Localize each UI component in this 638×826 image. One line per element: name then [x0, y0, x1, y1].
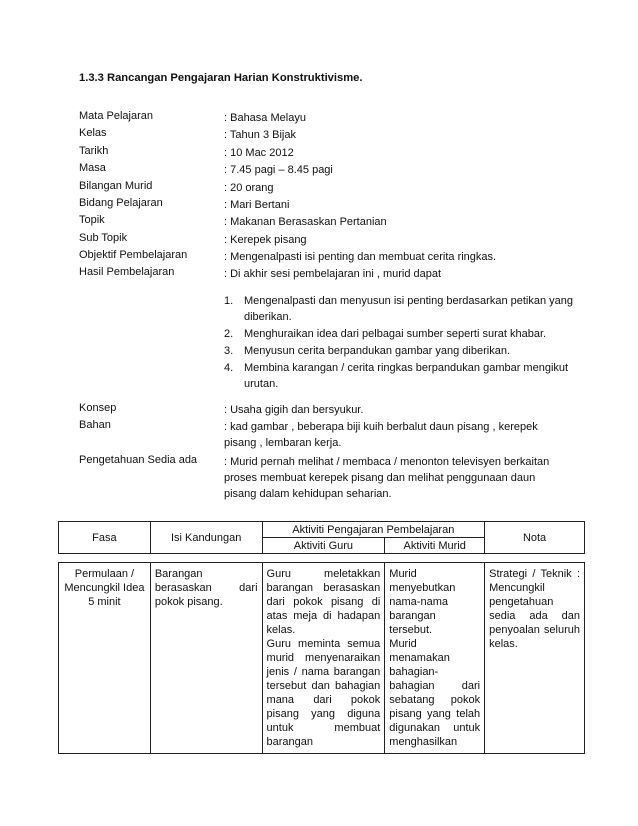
info-label: Masa	[79, 162, 106, 174]
list-item: 3. Menyusun cerita berpandukan gambar yang diberikan.	[224, 345, 510, 357]
info-label: Topik	[79, 214, 105, 226]
cell-aktiviti-guru: Guru meletakkan barangan berasaskan dari pokok pisang di atas meja di hadapan kelas. Guru meminta semua murid menyenaraikan jenis / nama barangan tersebut dan bahagian mana dari pokok pisang yang diguna untuk membuat barangan	[262, 563, 385, 754]
lesson-activity-table	[58, 521, 585, 754]
info-label: Bahan	[79, 419, 111, 431]
info-row-time	[79, 162, 579, 178]
info-row-materials	[79, 419, 579, 449]
info-value: : Bahasa Melayu	[224, 112, 306, 124]
info-value: : Di akhir sesi pembelajaran ini , murid dapat	[224, 268, 442, 280]
info-row-students	[79, 180, 579, 196]
info-row-subject	[79, 110, 579, 126]
info-label: Kelas	[79, 127, 107, 139]
info-row-class	[79, 127, 579, 143]
info-label: Hasil Pembelajaran	[79, 266, 175, 278]
info-label: Bidang Pelajaran	[79, 197, 163, 209]
info-row-outcome	[79, 266, 579, 282]
header-aktiviti-murid: Aktiviti Murid	[385, 538, 485, 554]
info-row-date	[79, 145, 579, 161]
header-aktiviti: Aktiviti Pengajaran Pembelajaran	[262, 522, 485, 538]
info-row-concept	[79, 402, 579, 418]
list-item: 2. Menghuraikan idea dari pelbagai sumber seperti surat khabar.	[224, 328, 547, 340]
list-item: 4. Membina karangan / cerita ringkas berpandukan gambar mengikut urutan.	[224, 362, 569, 390]
table-spacer	[59, 554, 585, 563]
info-row-topic	[79, 214, 579, 230]
header-isi-kandungan: Isi Kandungan	[150, 522, 262, 554]
info-value: : 10 Mac 2012	[224, 147, 294, 159]
section-title: 1.3.3 Rancangan Pengajaran Harian Konstruktivisme.	[79, 72, 363, 84]
cell-isi-kandungan: Barangan berasaskan dari pokok pisang.	[150, 563, 262, 754]
info-row-subtopic	[79, 232, 579, 248]
info-row-field	[79, 197, 579, 213]
info-label: Objektif Pembelajaran	[79, 249, 188, 261]
info-value: : Mengenalpasti isi penting dan membuat cerita ringkas.	[224, 251, 497, 263]
info-value: : 7.45 pagi – 8.45 pagi	[224, 164, 333, 176]
cell-fasa: Permulaan / Mencungkil Idea 5 minit	[59, 563, 151, 754]
info-value: : Murid pernah melihat / membaca / menonton televisyen berkaitan proses membuat kerepek pisang dan melihat penggunaan daun pisang dalam kehidupan seharian.	[224, 456, 550, 500]
info-value: : Makanan Berasaskan Pertanian	[224, 216, 387, 228]
cell-nota: Strategi / Teknik : Mencungkil pengetahuan sedia ada dan penyoalan seluruh kelas.	[485, 563, 585, 754]
header-fasa: Fasa	[59, 522, 151, 554]
info-row-prior-knowledge	[79, 454, 579, 500]
info-value: : Usaha gigih dan bersyukur.	[224, 404, 364, 416]
info-label: Konsep	[79, 402, 117, 414]
learning-outcomes-list	[224, 293, 574, 393]
info-value: : kad gambar , beberapa biji kuih berbalut daun pisang , kerepek pisang , lembaran kerja.	[224, 421, 538, 449]
info-label: Pengetahuan Sedia ada	[79, 454, 198, 466]
info-value: : Kerepek pisang	[224, 234, 307, 246]
header-nota: Nota	[485, 522, 585, 554]
info-value: : Mari Bertani	[224, 199, 290, 211]
info-label: Sub Topik	[79, 232, 128, 244]
info-row-objective	[79, 249, 579, 265]
header-aktiviti-guru: Aktiviti Guru	[262, 538, 385, 554]
info-label: Bilangan Murid	[79, 180, 153, 192]
table-row	[59, 563, 585, 754]
info-label: Mata Pelajaran	[79, 110, 153, 122]
info-label: Tarikh	[79, 145, 109, 157]
list-item: 1. Mengenalpasti dan menyusun isi penting berdasarkan petikan yang diberikan.	[224, 295, 573, 323]
info-value: : Tahun 3 Bijak	[224, 129, 296, 141]
cell-aktiviti-murid: Murid menyebutkan nama-nama barangan tersebut. Murid menamakan bahagian-bahagian dari sebatang pokok pisang yang telah digunakan untuk menghasilkan	[385, 563, 485, 754]
info-value: : 20 orang	[224, 182, 274, 194]
